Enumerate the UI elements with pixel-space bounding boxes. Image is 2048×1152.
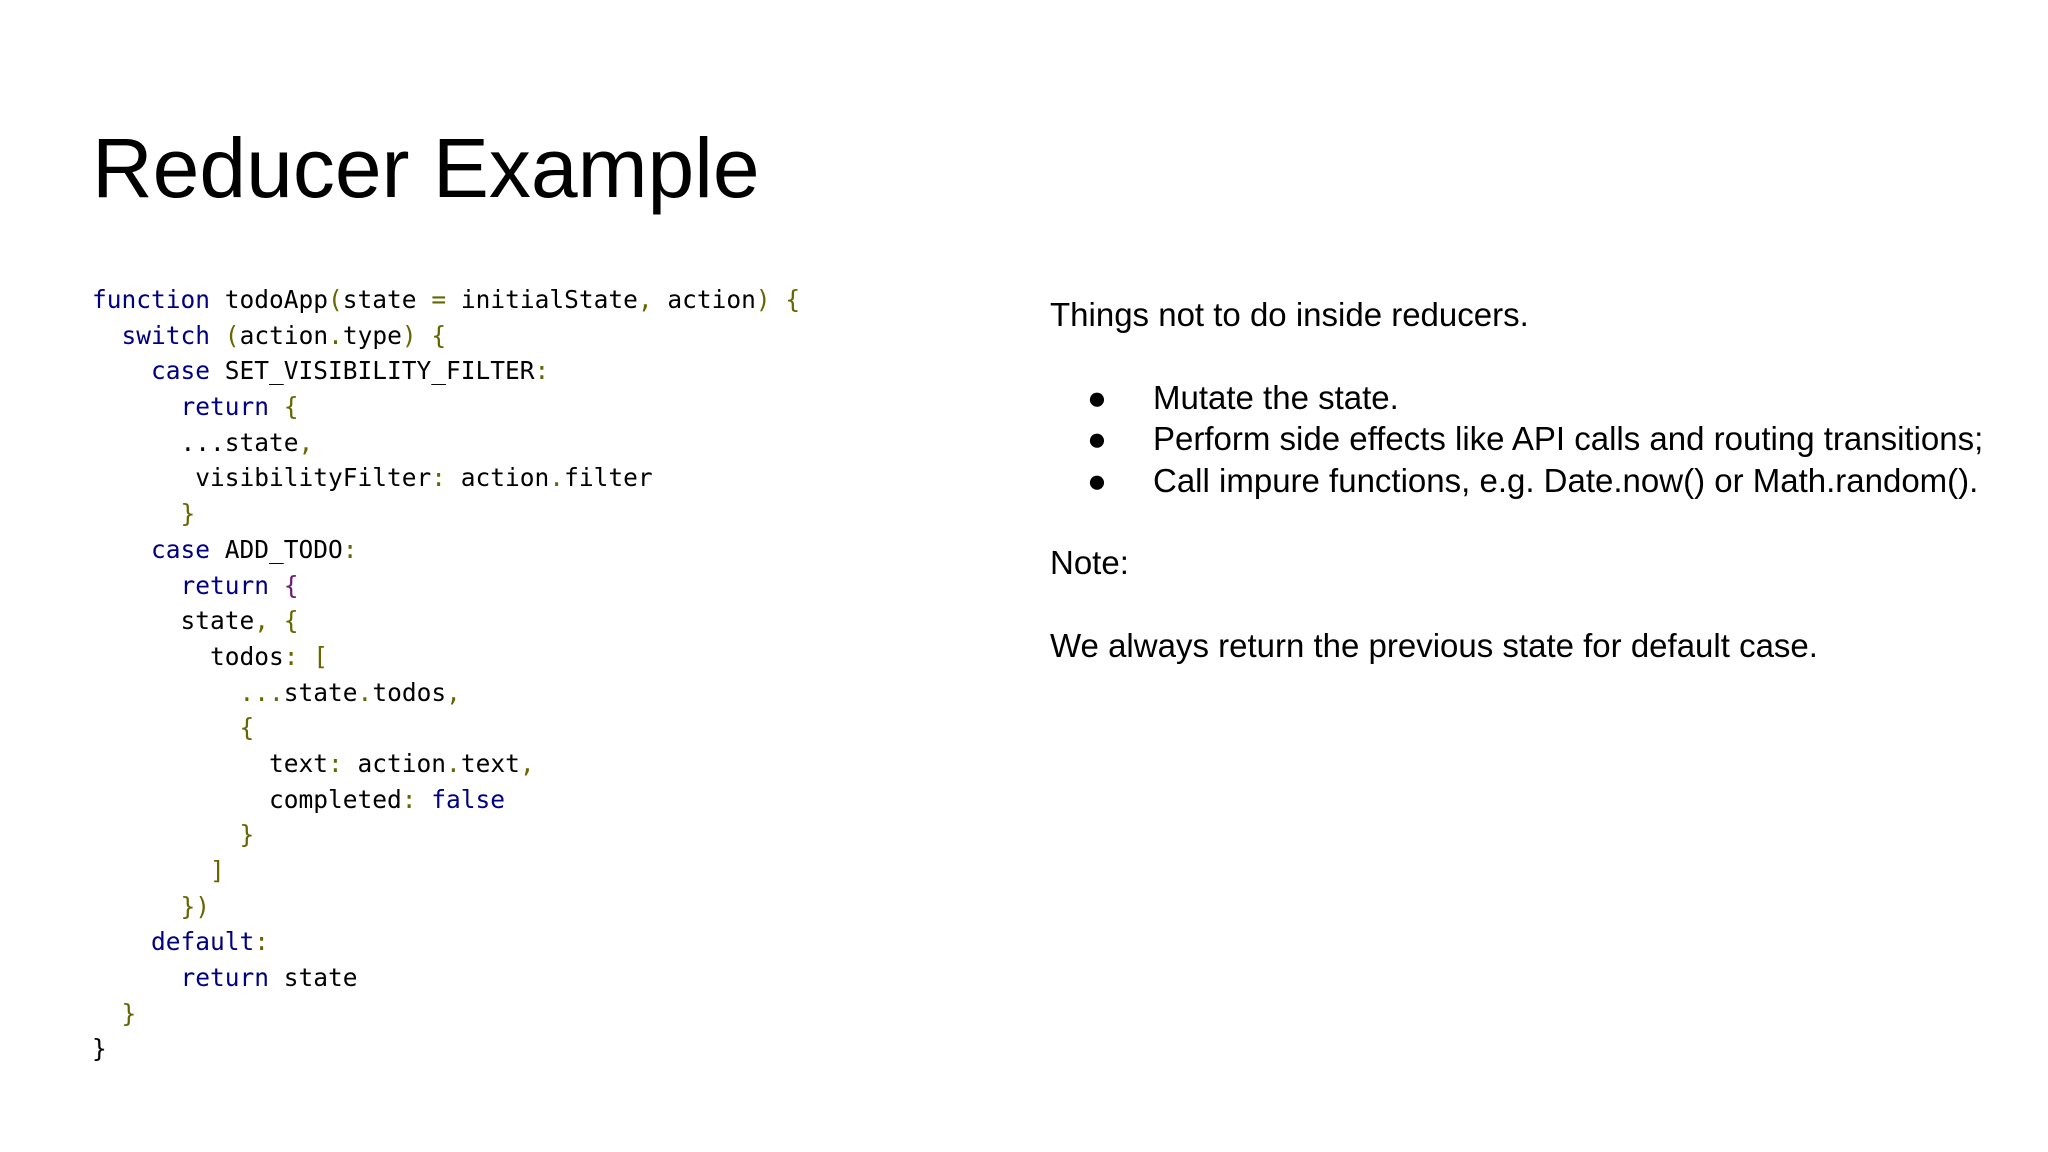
code-line xyxy=(92,460,800,496)
code-token xyxy=(299,642,314,671)
code-token: ] xyxy=(210,856,225,885)
code-token: ( xyxy=(224,320,240,350)
code-token: : xyxy=(328,748,343,778)
code-token xyxy=(92,392,181,421)
code-token xyxy=(417,321,432,350)
code-token xyxy=(92,356,151,385)
code-token xyxy=(92,927,151,956)
code-token: todoApp xyxy=(210,285,329,314)
code-token: , xyxy=(637,285,653,314)
code-token: SET_VISIBILITY_FILTER xyxy=(210,356,535,386)
code-token: return xyxy=(180,570,270,600)
code-line xyxy=(92,282,800,318)
code-token: } xyxy=(239,820,255,850)
code-token: [ xyxy=(313,641,329,671)
code-token xyxy=(92,535,151,564)
bullet-item xyxy=(1050,418,2010,459)
code-block xyxy=(92,282,800,1067)
code-token xyxy=(210,321,225,350)
code-line xyxy=(92,532,800,568)
code-line xyxy=(92,817,800,853)
code-token: . xyxy=(549,463,565,493)
code-token: text xyxy=(92,748,329,778)
code-token: case xyxy=(151,534,211,564)
code-token: todos xyxy=(92,641,284,671)
code-token: : xyxy=(431,463,447,493)
code-token: ... xyxy=(239,677,284,707)
code-token: return xyxy=(180,392,270,422)
code-line xyxy=(92,425,800,461)
bullet-text: Mutate the state. xyxy=(1153,378,1399,416)
code-token xyxy=(92,820,240,849)
bullet-item xyxy=(1050,460,2010,501)
code-token: return xyxy=(180,963,270,993)
code-token: } xyxy=(92,1034,107,1064)
code-token: , xyxy=(298,427,314,457)
code-token: : xyxy=(401,784,417,814)
bullet-list xyxy=(1050,377,2010,501)
code-token: state xyxy=(269,963,358,993)
code-line xyxy=(92,1031,800,1067)
code-token: function xyxy=(92,285,211,314)
code-token: , xyxy=(519,748,535,778)
code-line xyxy=(92,318,800,354)
code-token: false xyxy=(431,784,506,814)
code-line xyxy=(92,924,800,960)
code-token: } xyxy=(121,998,137,1028)
code-token: . xyxy=(446,748,461,778)
code-token: ) xyxy=(755,285,771,314)
code-line xyxy=(92,710,800,746)
code-token: } xyxy=(180,499,196,529)
code-token: visibilityFilter xyxy=(92,463,432,493)
spacer xyxy=(1050,584,2010,625)
code-token: switch xyxy=(121,320,211,350)
code-token: ( xyxy=(328,285,343,314)
notes-panel xyxy=(1050,294,2010,667)
bullet-icon: ● xyxy=(1087,420,1107,458)
code-token: { xyxy=(239,713,255,743)
code-token: default xyxy=(151,927,255,957)
code-token xyxy=(92,892,181,921)
code-line xyxy=(92,746,800,782)
code-token xyxy=(269,606,284,635)
code-line xyxy=(92,603,800,639)
code-token xyxy=(92,963,181,992)
code-token: : xyxy=(254,927,270,957)
code-token: }) xyxy=(180,891,211,921)
code-token: : xyxy=(283,641,299,671)
code-token: type xyxy=(342,320,402,350)
code-line xyxy=(92,853,800,889)
code-line xyxy=(92,389,800,425)
code-token xyxy=(92,999,122,1028)
code-line xyxy=(92,568,800,604)
code-token xyxy=(92,321,122,350)
code-token: todos xyxy=(372,677,447,707)
code-token: initialState xyxy=(446,285,638,314)
code-token: action xyxy=(446,463,550,493)
code-token xyxy=(269,392,284,421)
code-token: state xyxy=(92,606,255,636)
slide-title: Reducer Example xyxy=(92,121,760,215)
bullet-text: Perform side effects like API calls and routing transitions; xyxy=(1153,420,1984,458)
code-token xyxy=(92,571,181,600)
code-token: filter xyxy=(564,463,653,493)
code-token: . xyxy=(328,320,343,350)
code-token xyxy=(92,499,181,528)
code-token: state xyxy=(342,285,432,314)
code-token: : xyxy=(534,356,550,386)
note-text: We always return the previous state for default case. xyxy=(1050,627,1818,665)
code-token: action xyxy=(342,748,447,778)
code-token: completed xyxy=(92,784,402,814)
code-token: ADD_TODO xyxy=(210,534,343,564)
code-token: text xyxy=(460,748,520,778)
bullet-text: Call impure functions, e.g. Date.now() or Math.random(). xyxy=(1153,461,1979,499)
code-line xyxy=(92,353,800,389)
code-token: { xyxy=(283,392,299,422)
code-token xyxy=(771,285,786,314)
code-token xyxy=(92,856,210,885)
code-token: { xyxy=(785,285,801,314)
spacer xyxy=(1050,335,2010,376)
code-token: : xyxy=(342,534,358,564)
code-token: case xyxy=(151,356,211,386)
spacer xyxy=(1050,501,2010,542)
code-token: { xyxy=(283,570,299,600)
code-token: { xyxy=(283,606,299,636)
code-line xyxy=(92,996,800,1032)
notes-intro: Things not to do inside reducers. xyxy=(1050,296,1529,333)
note-label: Note: xyxy=(1050,544,1129,582)
bullet-icon: ● xyxy=(1087,378,1107,416)
bullet-item xyxy=(1050,377,2010,418)
code-token: ...state xyxy=(92,427,299,457)
code-token: . xyxy=(357,677,373,707)
code-token: , xyxy=(254,606,270,636)
code-line xyxy=(92,496,800,532)
code-line xyxy=(92,782,800,818)
code-token: = xyxy=(431,285,447,314)
bullet-icon: ● xyxy=(1087,461,1107,499)
code-token xyxy=(417,785,432,814)
code-token: action xyxy=(239,320,329,350)
code-token xyxy=(269,571,284,600)
code-line xyxy=(92,675,800,711)
code-token: action xyxy=(652,285,756,314)
code-token: state xyxy=(283,677,358,707)
code-token: ) xyxy=(401,320,417,350)
code-line xyxy=(92,639,800,675)
code-token xyxy=(92,713,240,742)
code-token: , xyxy=(446,677,461,707)
code-line xyxy=(92,889,800,925)
code-line xyxy=(92,960,800,996)
code-token: { xyxy=(431,320,447,350)
code-token xyxy=(92,678,240,707)
